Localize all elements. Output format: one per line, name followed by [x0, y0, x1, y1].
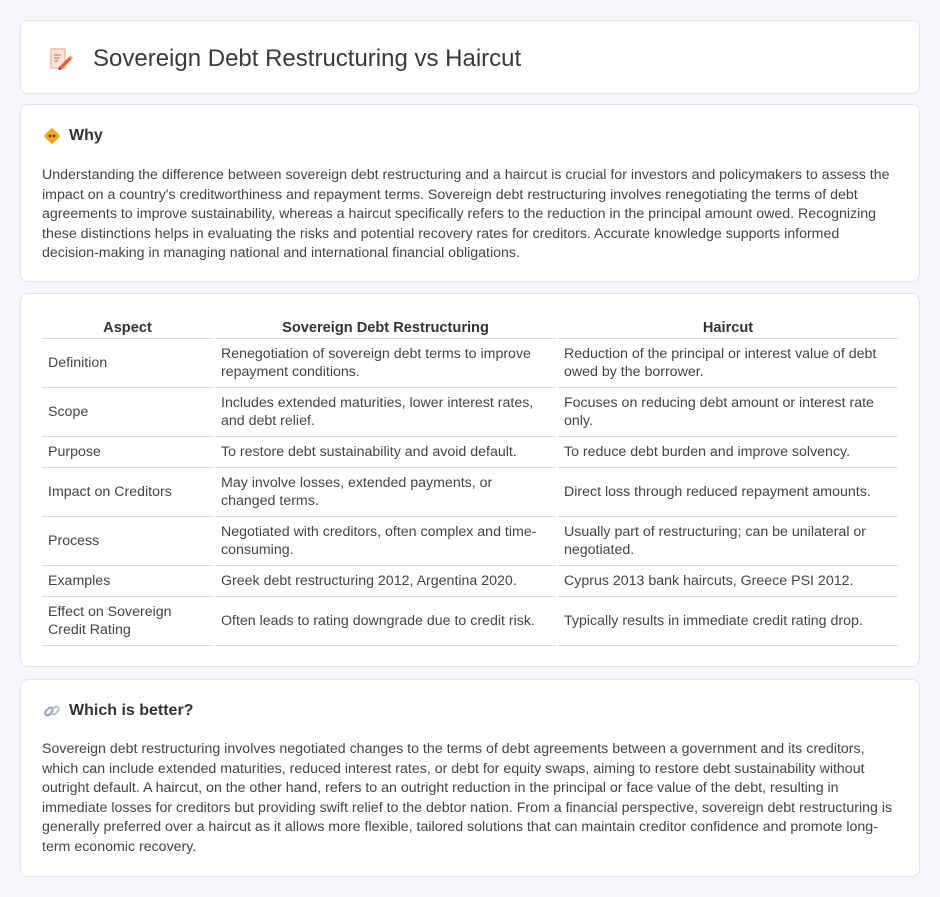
why-heading: [43, 127, 103, 145]
link-icon: [43, 702, 61, 720]
table-header-row: [42, 316, 898, 338]
table-row: [42, 467, 898, 516]
why-title: Why: [69, 127, 103, 144]
cell-restructuring: Often leads to rating downgrade due to credit risk.: [214, 596, 557, 645]
better-text: Sovereign debt restructuring involves negotiated changes to the terms of debt agreements between a government and its creditors, which can include extended maturities, reduced interest rates, or debt for equity swaps, aiming to restore debt sustainability without outright default. A haircut, on the other hand, refers to an outright reduction in the principal or face value of the debt, resulting in immediate losses for creditors but providing swift relief to the debtor nation. From a financial perspective, sovereign debt restructuring is generally preferred over a haircut as it allows more flexible, tailored solutions that can maintain creditor confidence and promote long-term economic recovery.: [42, 741, 893, 855]
cell-restructuring: Renegotiation of sovereign debt terms to improve repayment conditions.: [214, 338, 557, 387]
table-row: [42, 387, 898, 436]
table-row: [42, 565, 898, 596]
cell-aspect: Examples: [42, 565, 214, 596]
table-row: [42, 338, 898, 387]
cell-restructuring: To restore debt sustainability and avoid default.: [214, 436, 557, 467]
why-text: Understanding the difference between sovereign debt restructuring and a haircut is crucial for investors and policymakers to assess the impact on a country's creditworthiness and repayment terms. Sovereign debt restructuring involves renegotiating the terms of debt agreements to improve sustainability, whereas a haircut specifically refers to the reduction in the principal amount owed. Recognizing these distinctions helps in evaluating the risks and potential recovery rates for creditors. Accurate knowledge supports informed decision-making in managing national and international financial obligations.: [42, 167, 890, 262]
cell-aspect: Purpose: [42, 436, 214, 467]
cell-haircut: Focuses on reducing debt amount or interest rate only.: [557, 387, 898, 436]
cell-restructuring: Greek debt restructuring 2012, Argentina 2020.: [214, 565, 557, 596]
cell-haircut: Direct loss through reduced repayment amounts.: [557, 467, 898, 516]
cell-aspect: Impact on Creditors: [42, 467, 214, 516]
document-pencil-icon: [47, 46, 73, 72]
cell-aspect: Process: [42, 516, 214, 565]
cell-haircut: Usually part of restructuring; can be unilateral or negotiated.: [557, 516, 898, 565]
table-row: [42, 596, 898, 645]
title-row: [47, 45, 521, 73]
diamond-sign-icon: [43, 127, 61, 145]
cell-haircut: Reduction of the principal or interest value of debt owed by the borrower.: [557, 338, 898, 387]
why-section: [20, 104, 920, 282]
cell-haircut: To reduce debt burden and improve solvency.: [557, 436, 898, 467]
header-haircut: Haircut: [557, 316, 898, 338]
header-restructuring: Sovereign Debt Restructuring: [214, 316, 557, 338]
header-aspect: Aspect: [42, 316, 214, 338]
cell-aspect: Scope: [42, 387, 214, 436]
comparison-table-card: [20, 293, 920, 667]
cell-aspect: Definition: [42, 338, 214, 387]
table-row: [42, 436, 898, 467]
table-row: [42, 516, 898, 565]
cell-aspect: Effect on Sovereign Credit Rating: [42, 596, 214, 645]
cell-haircut: Cyprus 2013 bank haircuts, Greece PSI 2012.: [557, 565, 898, 596]
cell-haircut: Typically results in immediate credit rating drop.: [557, 596, 898, 645]
cell-restructuring: Includes extended maturities, lower interest rates, and debt relief.: [214, 387, 557, 436]
better-title: Which is better?: [69, 702, 194, 719]
comparison-table: [42, 316, 898, 646]
header-card: [20, 20, 920, 94]
better-heading: [43, 702, 193, 720]
cell-restructuring: Negotiated with creditors, often complex and time-consuming.: [214, 516, 557, 565]
cell-restructuring: May involve losses, extended payments, or changed terms.: [214, 467, 557, 516]
which-is-better-section: [20, 679, 920, 877]
page-title: Sovereign Debt Restructuring vs Haircut: [93, 45, 522, 72]
